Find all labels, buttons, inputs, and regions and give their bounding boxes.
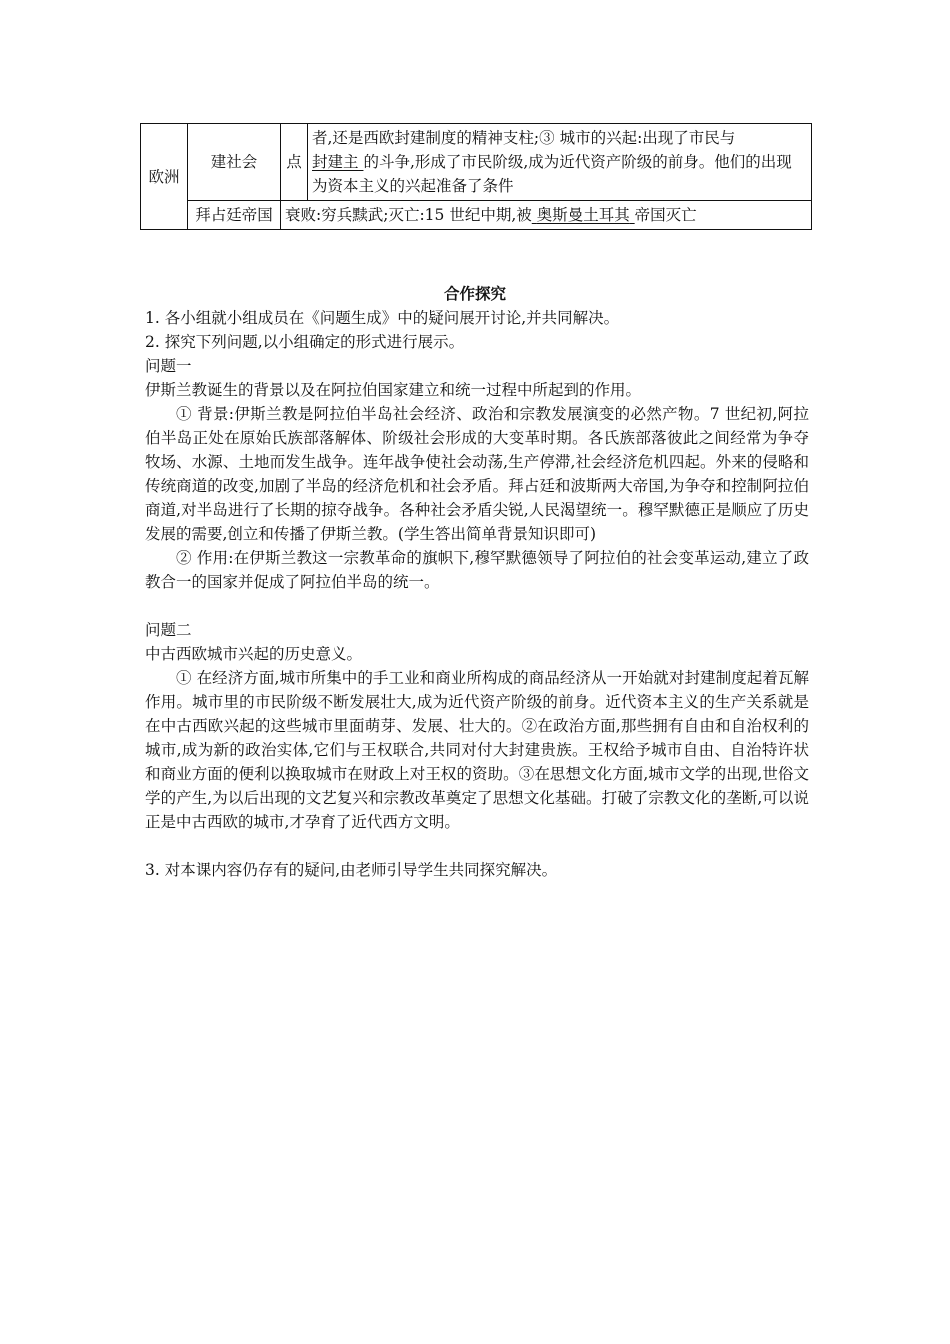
content-cell: [308, 124, 812, 201]
answer-blank: [532, 206, 635, 224]
section-body: [145, 306, 809, 882]
answer-paragraph: ② 作用:在伊斯兰教这一宗教革命的旗帜下,穆罕默德领导了阿拉伯的社会变革运动,建立了政教合一的国家并促成了阿拉伯半岛的统一。: [145, 549, 809, 591]
spacer: [145, 834, 809, 858]
list-item: 1. 各小组就小组成员在《问题生成》中的疑问展开讨论,并共同解决。: [145, 309, 620, 327]
content-cell: [281, 201, 812, 230]
cell-text: 帝国灭亡: [634, 206, 697, 224]
question-label: 问题一: [145, 357, 192, 375]
answer-text: 封建主: [312, 153, 359, 171]
cell-text: 衰败:穷兵黩武;灭亡:15 世纪中期,被: [285, 206, 532, 224]
question-text: 伊斯兰教诞生的背景以及在阿拉伯国家建立和统一过程中所起到的作用。: [145, 381, 642, 399]
subtopic-cell: 建社会: [188, 124, 281, 201]
table-row: [141, 124, 812, 201]
tag-cell: 点: [281, 124, 308, 201]
answer-paragraph: ① 在经济方面,城市所集中的手工业和商业所构成的商品经济从一开始就对封建制度起着瓦解作用。城市里的市民阶级不断发展壮大,成为近代资产阶级的前身。近代资本主义的生产关系就是在中古西欧兴起的这些城市里面萌芽、发展、壮大的。②在政治方面,那些拥有自由和自治权利的城市,成为新的政治实体,它们与王权联合,共同对付大封建贵族。王权给予城市自由、自治特许状和商业方面的便利以换取城市在财政上对王权的资助。③在思想文化方面,城市文学的出现,世俗文学的产生,为以后出现的文艺复兴和宗教改革奠定了思想文化基础。打破了宗教文化的垄断,可以说正是中古西欧的城市,才孕育了近代西方文明。: [145, 669, 809, 831]
answer-paragraph: ① 背景:伊斯兰教是阿拉伯半岛社会经济、政治和宗教发展演变的必然产物。7 世纪初,阿拉伯半岛正处在原始氏族部落解体、阶级社会形成的大变革时期。各氏族部落彼此之间经常为争夺牧场、水源、土地而发生战争。连年战争使社会动荡,生产停滞,社会经济危机四起。外来的侵略和传统商道的改变,加剧了半岛的经济危机和社会矛盾。拜占廷和波斯两大帝国,为争夺和控制阿拉伯商道,对半岛进行了长期的掠夺战争。各种社会矛盾尖锐,人民渴望统一。穆罕默德正是顺应了历史发展的需要,创立和传播了伊斯兰教。(学生答出简单背景知识即可): [145, 405, 809, 543]
list-item: 2. 探究下列问题,以小组确定的形式进行展示。: [145, 333, 465, 351]
region-cell: 欧洲: [141, 124, 188, 230]
list-item: 3. 对本课内容仍存有的疑问,由老师引导学生共同探究解决。: [145, 861, 558, 879]
knowledge-table: [140, 123, 812, 230]
question-text: 中古西欧城市兴起的历史意义。: [145, 645, 363, 663]
answer-text: 奥斯曼土耳其: [536, 206, 630, 224]
spacer: [145, 594, 809, 618]
question-label: 问题二: [145, 621, 192, 639]
table-row: [141, 201, 812, 230]
cell-text: 者,还是西欧封建制度的精神支柱;③ 城市的兴起:出现了市民与: [312, 129, 736, 147]
cell-text: 的斗争,形成了市民阶级,成为近代资产阶级的前身。他们的出现为资本主义的兴起准备了条件: [312, 153, 792, 195]
section-title: 合作探究: [443, 285, 506, 303]
answer-blank: [312, 153, 363, 171]
subtopic-cell: 拜占廷帝国: [188, 201, 281, 230]
